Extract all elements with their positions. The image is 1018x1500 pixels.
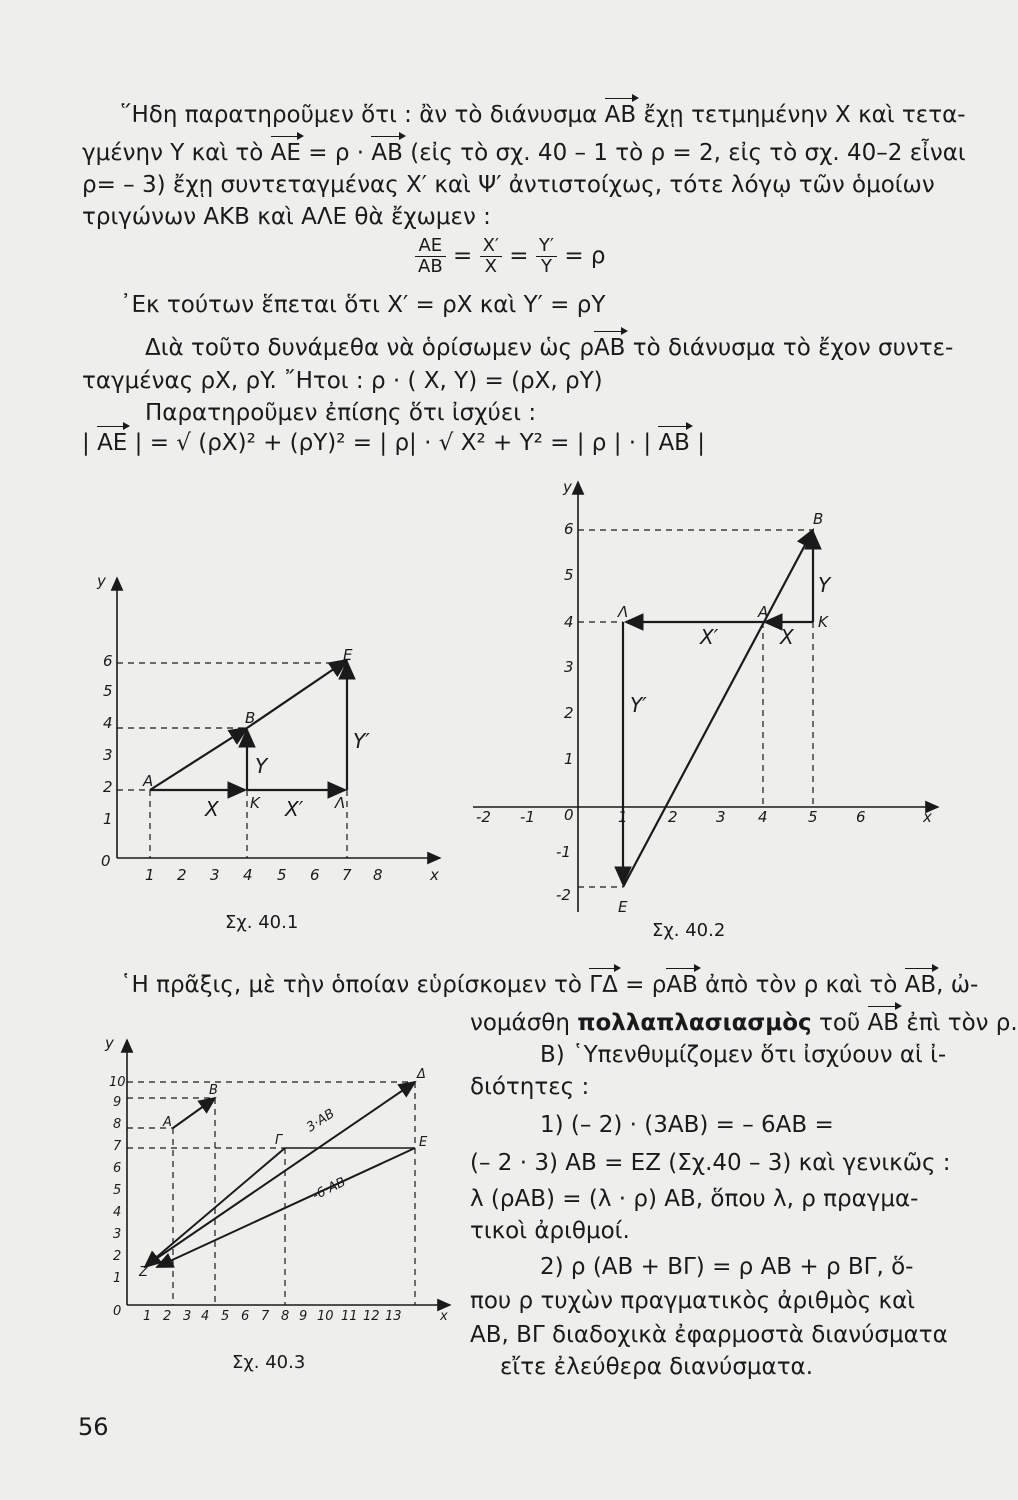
svg-text:-1: -1: [520, 808, 535, 826]
svg-text:6: 6: [103, 652, 113, 670]
text-line: Β) ῾Υπενθυμίζομεν ὅτι ἰσχύουν αἱ ἰ-: [540, 1042, 947, 1068]
svg-text:Λ: Λ: [335, 794, 346, 812]
svg-text:5: 5: [113, 1183, 122, 1198]
text-line: τικοὶ ἀριθμοί.: [470, 1218, 630, 1244]
svg-text:4: 4: [564, 613, 574, 631]
figure-40-1: [95, 568, 455, 888]
svg-text:13: 13: [385, 1309, 402, 1324]
svg-text:5: 5: [564, 566, 574, 584]
svg-text:Y: Y: [255, 754, 268, 778]
svg-text:Λ: Λ: [618, 603, 629, 621]
svg-text:X: X: [780, 625, 794, 649]
svg-text:E: E: [343, 646, 353, 664]
svg-text:1: 1: [113, 1271, 122, 1286]
svg-text:4: 4: [113, 1205, 122, 1220]
svg-text:E: E: [618, 898, 628, 916]
text-line: ρ= – 3) ἔχῃ συντεταγμένας X′ καὶ Ψ′ ἀντιστοίχως, τότε λόγῳ τῶν ὁμοίων: [82, 172, 935, 198]
text-line: 1) (– 2) · (3AB) = – 6AB =: [540, 1112, 834, 1138]
svg-text:1: 1: [145, 866, 155, 884]
svg-text:3: 3: [183, 1309, 192, 1324]
svg-text:1: 1: [143, 1309, 152, 1324]
svg-text:0: 0: [564, 806, 574, 824]
equation-ratio: $\frac{AE}{AB}$ = $\frac{X'}{X}$ = $\frac{Y'}{Y}$ = ρ: [415, 236, 606, 277]
svg-text:A: A: [758, 603, 769, 621]
svg-text:5: 5: [221, 1309, 230, 1324]
svg-text:8: 8: [373, 866, 383, 884]
svg-text:4: 4: [103, 714, 113, 732]
svg-text:Y′: Y′: [630, 693, 647, 717]
svg-text:10: 10: [317, 1309, 334, 1324]
svg-text:2: 2: [163, 1309, 172, 1324]
svg-text:10: 10: [109, 1075, 126, 1090]
svg-text:Y: Y: [818, 573, 831, 597]
text-line: λ (ρAB) = (λ · ρ) AB, ὅπου λ, ρ πραγμα-: [470, 1186, 919, 1212]
svg-text:6: 6: [113, 1161, 122, 1176]
svg-text:K: K: [818, 613, 828, 631]
svg-text:3: 3: [113, 1227, 122, 1242]
svg-text:y: y: [97, 572, 106, 590]
text-line: τριγώνων ΑΚΒ καὶ ΑΛΕ θὰ ἔχωμεν :: [82, 204, 491, 230]
svg-text:5: 5: [277, 866, 287, 884]
svg-text:A: A: [163, 1115, 172, 1130]
svg-text:4: 4: [201, 1309, 210, 1324]
text-line: εἴτε ἐλεύθερα διανύσματα.: [500, 1354, 814, 1380]
svg-text:y: y: [563, 478, 572, 496]
figure-40-2: [468, 472, 948, 922]
text-line: ᾿Εκ τούτων ἕπεται ὅτι X′ = ρX καὶ Y′ = ρY: [120, 292, 606, 318]
text-line: νομάσθη πολλαπλασιασμὸς τοῦ AB ἐπὶ τὸν ρ.: [470, 1010, 1018, 1036]
svg-text:12: 12: [363, 1309, 380, 1324]
svg-text:X′: X′: [700, 625, 719, 649]
svg-text:6: 6: [241, 1309, 250, 1324]
svg-text:-6·AB: -6·AB: [310, 1174, 349, 1204]
svg-text:8: 8: [113, 1117, 122, 1132]
svg-text:5: 5: [103, 682, 113, 700]
equation-magnitude: | AE | = √ (ρX)² + (ρY)² = | ρ| · √ X² + Y² = | ρ | · | AB |: [82, 430, 706, 456]
svg-text:1: 1: [618, 808, 628, 826]
svg-text:A: A: [143, 772, 154, 790]
text-line: AB, BΓ διαδοχικὰ ἐφαρμοστὰ διανύσματα: [470, 1322, 948, 1348]
svg-text:-2: -2: [556, 886, 571, 904]
svg-text:K: K: [250, 794, 260, 812]
text-line: διότητες :: [470, 1074, 590, 1100]
svg-text:4: 4: [758, 808, 768, 826]
svg-text:2: 2: [113, 1249, 122, 1264]
svg-text:Y′: Y′: [353, 729, 370, 753]
svg-text:3: 3: [716, 808, 726, 826]
svg-text:2: 2: [668, 808, 678, 826]
svg-text:x: x: [440, 1309, 448, 1324]
svg-text:B: B: [209, 1083, 218, 1098]
caption-40-1: Σχ. 40.1: [225, 912, 299, 933]
figure-40-3: [85, 1030, 465, 1340]
svg-text:8: 8: [281, 1309, 290, 1324]
text-line: ταγμένας ρX, ρY. ῎Ητοι : ρ · ( X, Y) = (ρX, ρY): [82, 368, 603, 394]
svg-text:9: 9: [299, 1309, 308, 1324]
svg-text:3: 3: [103, 746, 113, 764]
svg-text:6: 6: [856, 808, 866, 826]
svg-text:x: x: [923, 808, 932, 826]
page-number: 56: [78, 1413, 109, 1441]
svg-text:3·AB: 3·AB: [304, 1106, 338, 1136]
svg-text:0: 0: [113, 1304, 122, 1319]
svg-text:0: 0: [101, 852, 111, 870]
text-line: που ρ τυχὼν πραγματικὸς ἀριθμὸς καὶ: [470, 1288, 916, 1314]
text-line: 2) ρ (AB + BΓ) = ρ AB + ρ BΓ, ὅ-: [540, 1254, 914, 1280]
svg-text:7: 7: [261, 1309, 270, 1324]
svg-text:3: 3: [210, 866, 220, 884]
svg-text:7: 7: [113, 1139, 122, 1154]
svg-text:6: 6: [310, 866, 320, 884]
svg-text:Γ: Γ: [275, 1133, 283, 1148]
text-line: γμένην Y καὶ τὸ AE = ρ · AB (εἰς τὸ σχ. 40 – 1 τὸ ρ = 2, εἰς τὸ σχ. 40–2 εἶναι: [82, 140, 966, 166]
svg-text:X′: X′: [285, 797, 304, 821]
svg-text:4: 4: [243, 866, 253, 884]
svg-text:3: 3: [564, 658, 574, 676]
svg-text:9: 9: [113, 1095, 122, 1110]
svg-text:2: 2: [103, 778, 113, 796]
text-line: Διὰ τοῦτο δυνάμεθα νὰ ὁρίσωμεν ὡς ρAB τὸ διάνυσμα τὸ ἔχον συντε-: [145, 335, 954, 361]
caption-40-3: Σχ. 40.3: [232, 1352, 306, 1373]
svg-text:7: 7: [342, 866, 352, 884]
svg-text:1: 1: [564, 750, 574, 768]
svg-text:B: B: [245, 709, 256, 727]
svg-text:Z: Z: [139, 1265, 148, 1280]
caption-40-2: Σχ. 40.2: [652, 920, 726, 941]
svg-text:2: 2: [564, 704, 574, 722]
svg-text:1: 1: [103, 810, 113, 828]
svg-text:6: 6: [564, 520, 574, 538]
text-line: Παρατηροῦμεν ἐπίσης ὅτι ἰσχύει :: [145, 400, 537, 426]
svg-text:y: y: [105, 1034, 114, 1052]
svg-text:5: 5: [808, 808, 818, 826]
svg-text:E: E: [419, 1135, 428, 1150]
svg-text:X: X: [205, 797, 219, 821]
svg-text:x: x: [430, 866, 439, 884]
svg-text:Δ: Δ: [417, 1067, 426, 1082]
text-line: (– 2 · 3) AB = EZ (Σχ.40 – 3) καὶ γενικῶς :: [470, 1150, 951, 1176]
svg-text:-2: -2: [476, 808, 491, 826]
svg-text:2: 2: [177, 866, 187, 884]
svg-text:B: B: [813, 510, 824, 528]
svg-text:11: 11: [341, 1309, 358, 1324]
svg-text:-1: -1: [556, 843, 571, 861]
text-line: ῾Η πρᾶξις, μὲ τὴν ὁποίαν εὑρίσκομεν τὸ ΓΔ = ρAB ἀπὸ τὸν ρ καὶ τὸ AB, ὠ-: [120, 972, 979, 998]
text-line: ῞Ηδη παρατηροῦμεν ὅτι : ἂν τὸ διάνυσμα AB ἔχῃ τετμημένην X καὶ τετα-: [120, 102, 966, 128]
